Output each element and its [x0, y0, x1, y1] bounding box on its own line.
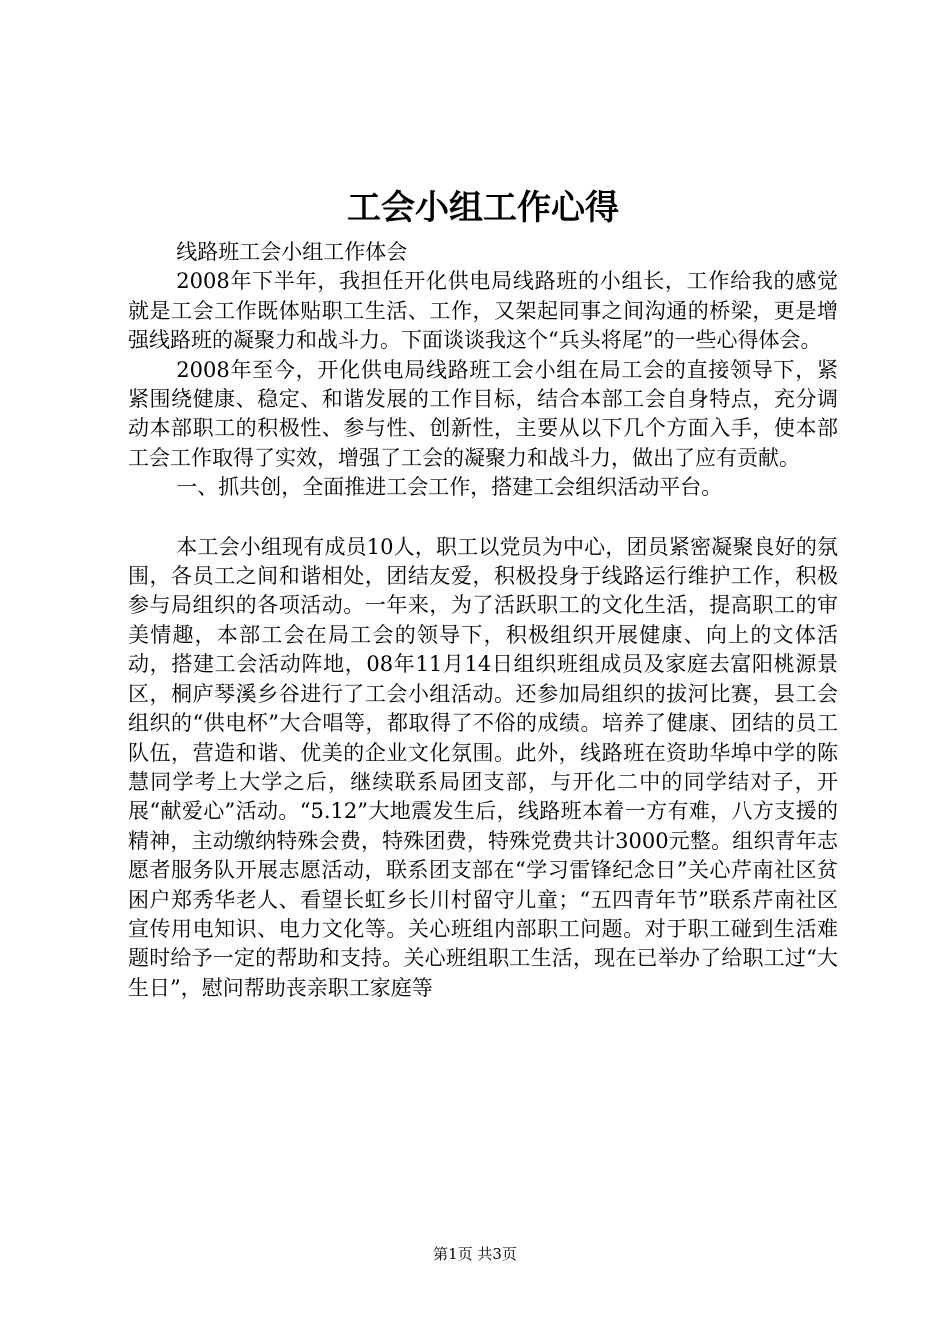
paragraph-section-1-body: 本工会小组现有成员10人，职工以党员为中心，团员紧密凝聚良好的氛围，各员工之间和谐相处，团结友爱，积极投身于线路运行维护工作，积极参与局组织的各项活动。一年来，为了活跃职工的文化生活，提高职工的审美情趣，本部工会在局工会的领导下，积极组织开展健康、向上的文体活动，搭建工会活动阵地，08年11月14日组织班组成员及家庭去富阳桃源景区，桐庐琴溪乡谷进行了工会小组活动。还参加局组织的拔河比赛，县工会组织的“供电杯”大合唱等，都取得了不俗的成绩。培养了健康、团结的员工队伍，营造和谐、优美的企业文化氛围。此外，线路班在资助华埠中学的陈慧同学考上大学之后，继续联系局团支部，与开化二中的同学结对子，开展“献爱心”活动。“5.12”大地震发生后，线路班本着一方有难，八方支援的精神，主动缴纳特殊会费，特殊团费，特殊党费共计3000元整。组织青年志愿者服务队开展志愿活动，联系团支部在“学习雷锋纪念日”关心芹南社区贫困户郑秀华老人、看望长虹乡长川村留守儿童；“五四青年节”联系芹南社区宣传用电知识、电力文化等。关心班组内部职工问题。对于职工碰到生活难题时给予一定的帮助和支持。关心班组职工生活，现在已举办了给职工过“大生日”，慰问帮助丧亲职工家庭等: [128, 534, 838, 1000]
section-heading-1: 一、抓共创，全面推进工会工作，搭建工会组织活动平台。: [176, 475, 723, 500]
paragraph-gap: [128, 503, 838, 533]
document-page: [128, 182, 838, 1003]
paragraph-intro: 2008年下半年，我担任开化供电局线路班的小组长，工作给我的感觉就是工会工作既体贴职工生活、工作，又架起同事之间沟通的桥梁，更是增强线路班的凝聚力和战斗力。下面谈谈我这个“兵头将尾”的一些心得体会。: [128, 269, 838, 353]
page-footer: 第1页 共3页: [433, 1245, 517, 1263]
paragraph-overview: 2008年至今，开化供电局线路班工会小组在局工会的直接领导下，紧紧围绕健康、稳定、和谐发展的工作目标，结合本部工会自身特点，充分调动本部职工的积极性、参与性、创新性，主要从以下几个方面入手，使本部工会工作取得了实效，增强了工会的凝聚力和战斗力，做出了应有贡献。: [128, 357, 838, 470]
document-subtitle: 线路班工会小组工作体会: [176, 240, 408, 264]
document-title: 工会小组工作心得: [347, 188, 619, 228]
